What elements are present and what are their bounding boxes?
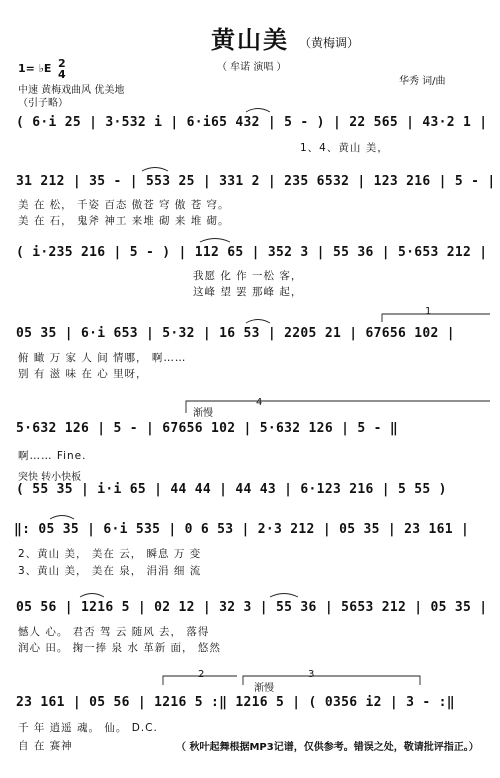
volta-bracket-4 <box>186 401 490 413</box>
slur-5 <box>50 516 74 520</box>
volta-bracket-2 <box>163 676 237 685</box>
lyric-row-5: 啊…… Fine. <box>18 450 87 462</box>
lyric-row-8-verse-b: 润心 田。 掬一捧 泉 水 革新 面， 悠然 <box>18 642 221 654</box>
slur-6 <box>80 594 104 598</box>
time-signature-bottom: 4 <box>58 68 66 81</box>
score-row-5: 5·632 126 | 5 - | 67656 102 | 5·632 126 | 5 - ‖ <box>16 421 398 436</box>
slur-2 <box>142 168 168 172</box>
score-row-4: 05 35 | 6·i 653 | 5·32 | 16 53 | 2205 21 | 67656 102 | <box>16 326 455 341</box>
score-row-7: ‖: 05 35 | 6·i 535 | 0 6 53 | 2·3 212 | 05 35 | 23 161 | <box>14 522 470 537</box>
score-row-3: ( i·235 216 | 5 - ) | 112 65 | 352 3 | 55 36 | 5·653 212 | <box>16 245 488 260</box>
score-row-9: 23 161 | 05 56 | 1216 5 :‖ 1216 5 | ( 0356 i2 | 3 - :‖ <box>16 695 455 710</box>
tempo-marking: 中速 黄梅戏曲风 优美地 <box>18 85 125 96</box>
lyric-row-2-verse-a: 美 在 松， 千姿 百态 傲苍 穹 傲 苍 穹。 <box>18 199 230 211</box>
lyric-row-1-verse-a: 1、4、黄山 美， <box>300 142 389 154</box>
volta-2-number: 2 <box>198 669 205 680</box>
lyric-row-2-verse-b: 美 在 石， 鬼斧 神工 来堆 砌 来 堆 砌。 <box>18 215 230 227</box>
volta-1-number: 1 <box>425 306 432 317</box>
song-title: 黄山美 <box>211 25 289 54</box>
lyric-row-4-verse-b: 别 有 滋 味 在 心 里呀， <box>18 368 148 380</box>
lyric-row-3-verse-b: 这峰 望 罢 那峰 起， <box>193 286 303 298</box>
slur-1 <box>246 109 270 113</box>
time-signature-top: 2 <box>58 57 66 70</box>
score-row-1: ( 6·i 25 | 3·532 i | 6·i65 432 | 5 - ) | 22 565 | 43·2 1 | <box>16 115 488 130</box>
performer: （ 牟诺 演唱 ） <box>217 62 287 73</box>
song-subtitle: （黄梅调） <box>299 36 360 50</box>
lyric-row-9-verse-a: 千 年 逍遥 魂。 仙。 D.C. <box>18 722 158 734</box>
volta-3-number: 3 <box>308 669 315 680</box>
score-row-2: 31 212 | 35 - | 553 25 | 331 2 | 235 6532 | 123 216 | 5 - | <box>16 174 496 189</box>
score-row-8: 05 56 | 1216 5 | 02 12 | 32 3 | 55 36 | 5653 212 | 05 35 | <box>16 600 488 615</box>
key-signature: 1= ♭E <box>18 62 52 75</box>
slur-3 <box>200 239 230 243</box>
transcription-footnote: （ 秋叶起舞根据MP3记谱，仅供参考。错误之处，敬请批评指正。） <box>176 742 479 753</box>
slur-7 <box>270 594 298 598</box>
ritardando-mark-2: 渐慢 <box>254 683 274 694</box>
slur-4 <box>246 320 270 324</box>
lyric-row-3-verse-a: 我愿 化 作 一松 客， <box>193 270 303 282</box>
lyric-row-7-verse-a: 2、黄山 美， 美在 云， 瞬息 万 变 <box>18 548 202 560</box>
lyric-row-7-verse-b: 3、黄山 美， 美在 泉， 涓涓 细 流 <box>18 565 202 577</box>
volta-4-number: 4 <box>256 397 263 408</box>
lyric-row-8-verse-a: 憾人 心。 君否 驾 云 随风 去， 落得 <box>18 626 210 638</box>
tempo-change-mark: 突快 转小快板 <box>18 472 82 483</box>
intro-note: （引子略） <box>18 98 68 109</box>
lyric-row-9-verse-b: 自 在 赛神 <box>18 740 73 752</box>
volta-bracket-1 <box>382 314 490 322</box>
credits: 华秀 词/曲 <box>399 76 446 87</box>
ritardando-mark-1: 渐慢 <box>193 408 213 419</box>
lyric-row-4-verse-a: 俯 瞰 万 家 人 间 情哪， 啊…… <box>18 352 187 364</box>
volta-bracket-3 <box>243 676 420 685</box>
score-row-6: ( 55 35 | i·i 65 | 44 44 | 44 43 | 6·123 216 | 5 55 ) <box>16 482 447 497</box>
